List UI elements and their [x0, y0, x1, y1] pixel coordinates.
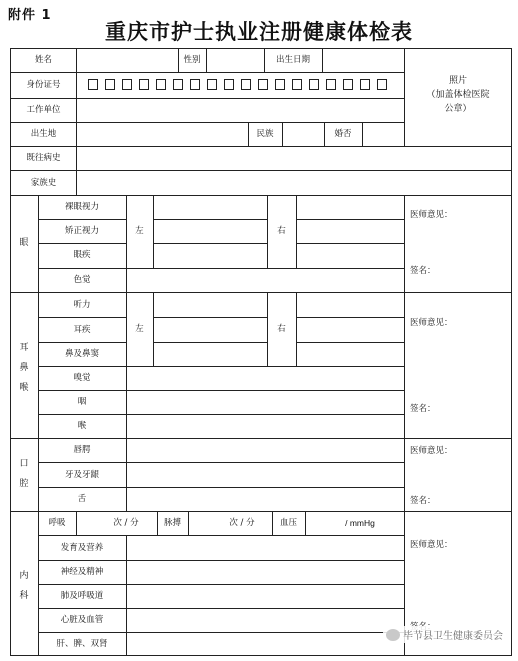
oral-signature: 签名：: [410, 496, 436, 506]
respiration-label: 呼吸: [48, 518, 66, 528]
border-left: [10, 48, 11, 655]
id-digit-box[interactable]: [173, 79, 183, 90]
pulse-unit: 次 / 分: [229, 518, 255, 528]
family-history-field[interactable]: [80, 172, 508, 193]
ent-doctor-opinion: 医师意见：: [410, 318, 453, 328]
nervous-mental-label: 神经及精神: [60, 567, 104, 577]
marital-label: 婚否: [334, 129, 352, 139]
id-digit-box[interactable]: [207, 79, 217, 90]
photo-note-2: 公章）: [444, 104, 472, 114]
name-field[interactable]: [80, 50, 174, 70]
id-number-label: 身份证号: [26, 80, 61, 90]
id-digit-box[interactable]: [377, 79, 387, 90]
ent-section-label: 耳 鼻 喉: [19, 343, 29, 393]
id-digit-box[interactable]: [156, 79, 166, 90]
birthplace-label: 出生地: [30, 129, 57, 139]
color-vision-label: 色觉: [73, 275, 91, 285]
family-history-label: 家族史: [30, 178, 57, 188]
ethnicity-field[interactable]: [285, 124, 321, 144]
oral-doctor-opinion: 医师意见：: [410, 446, 453, 456]
attachment-label: 附件 1: [8, 8, 52, 23]
medical-history-field[interactable]: [80, 148, 508, 168]
lungs-label: 肺及呼吸道: [60, 591, 104, 601]
border-top: [10, 48, 512, 49]
border-bottom: [10, 655, 512, 656]
blood-pressure-label: 血压: [279, 518, 297, 528]
ethnicity-label: 民族: [256, 129, 274, 139]
id-digit-box[interactable]: [241, 79, 251, 90]
id-digit-box[interactable]: [122, 79, 132, 90]
eye-doctor-opinion: 医师意见：: [410, 210, 453, 220]
respiration-unit: 次 / 分: [113, 518, 139, 528]
liver-spleen-label: 肝、脾、双肾: [56, 639, 108, 649]
pulse-label: 脉搏: [163, 518, 181, 528]
id-number-boxes[interactable]: [88, 76, 394, 94]
id-digit-box[interactable]: [292, 79, 302, 90]
medical-history-label: 既往病史: [26, 153, 61, 163]
eye-disease-label: 眼疾: [73, 250, 91, 260]
gender-field[interactable]: [209, 50, 261, 70]
id-digit-box[interactable]: [360, 79, 370, 90]
id-digit-box[interactable]: [224, 79, 234, 90]
ent-right-label: 右: [277, 324, 286, 334]
photo-area: [405, 74, 511, 116]
ent-signature: 签名：: [410, 404, 436, 414]
eye-right-label: 右: [277, 226, 286, 236]
ent-left-label: 左: [135, 324, 144, 334]
id-digit-box[interactable]: [258, 79, 268, 90]
border-right: [511, 48, 512, 655]
name-label: 姓名: [34, 55, 52, 65]
work-unit-label: 工作单位: [26, 105, 61, 115]
eye-signature: 签名：: [410, 266, 436, 276]
eye-right-input[interactable]: [298, 197, 402, 266]
lips-label: 唇腭: [73, 445, 91, 455]
birth-date-label: 出生日期: [275, 55, 310, 65]
smell-label: 嗅觉: [73, 373, 91, 383]
id-digit-box[interactable]: [190, 79, 200, 90]
eye-left-label: 左: [135, 226, 144, 236]
watermark-text: 毕节县卫生健康委员会: [403, 631, 503, 642]
internal-section-label: 内 科: [19, 571, 29, 601]
id-digit-box[interactable]: [275, 79, 285, 90]
nose-sinus-label: 鼻及鼻窦: [64, 349, 99, 359]
teeth-gums-label: 牙及牙龈: [64, 470, 99, 480]
hearing-label: 听力: [73, 300, 91, 310]
larynx-label: 喉: [77, 421, 87, 431]
internal-doctor-opinion: 医师意见：: [410, 540, 453, 550]
naked-vision-label: 裸眼视力: [64, 202, 99, 212]
wechat-icon: [386, 629, 400, 641]
marital-field[interactable]: [365, 124, 401, 144]
id-digit-box[interactable]: [139, 79, 149, 90]
id-digit-box[interactable]: [105, 79, 115, 90]
pharynx-label: 咽: [77, 397, 87, 407]
id-digit-box[interactable]: [343, 79, 353, 90]
eye-section-label: 眼: [19, 238, 29, 248]
eye-left-input[interactable]: [155, 197, 265, 266]
id-digit-box[interactable]: [326, 79, 336, 90]
photo-note-1: （加盖体检医院: [426, 90, 490, 100]
ear-disease-label: 耳疾: [73, 325, 91, 335]
ent-right-input[interactable]: [298, 294, 402, 364]
tongue-label: 舌: [77, 494, 87, 504]
form-title: 重庆市护士执业注册健康体检表: [105, 19, 413, 44]
blood-pressure-unit: / mmHg: [345, 518, 375, 528]
birthplace-field[interactable]: [80, 124, 244, 144]
heart-label: 心脏及血管: [60, 615, 104, 625]
corrected-vision-label: 矫正视力: [64, 226, 99, 236]
ent-left-input[interactable]: [155, 294, 265, 364]
watermark: [383, 626, 506, 643]
gender-label: 性别: [183, 55, 201, 65]
development-label: 发育及营养: [60, 543, 104, 553]
work-unit-field[interactable]: [80, 100, 400, 120]
oral-section-label: 口 腔: [19, 459, 29, 489]
id-digit-box[interactable]: [309, 79, 319, 90]
birth-date-field[interactable]: [325, 50, 401, 70]
id-digit-box[interactable]: [88, 79, 98, 90]
photo-label: 照片: [448, 76, 467, 86]
